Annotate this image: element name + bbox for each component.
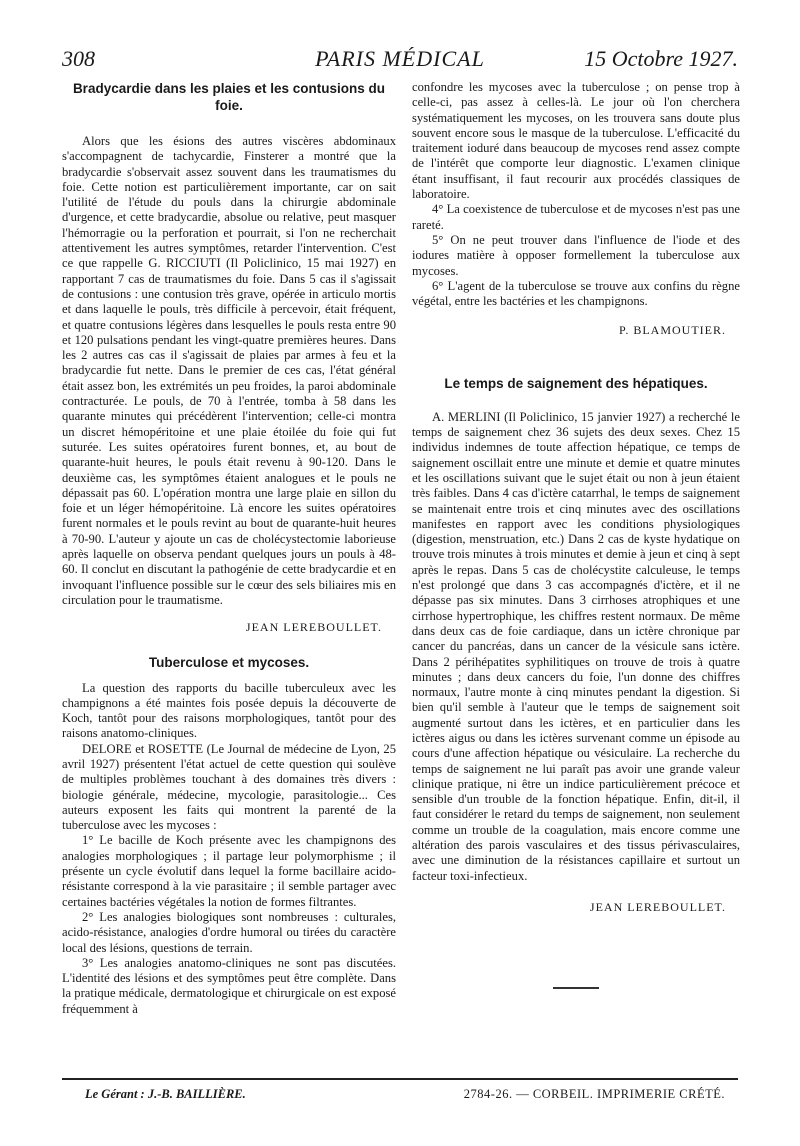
paragraph: 3° Les analogies anatomo-cliniques ne sont pas discutées. L'identité des lésions et des symptômes peut être complète. Dans la pratique médicale, dermatologique et chirurgicale on est exposé fréquemment à <box>62 955 396 1016</box>
article-title-saignement: Le temps de saignement des hépatiques. <box>444 375 708 391</box>
section-divider <box>553 987 599 989</box>
publisher-credit: Le Gérant : J.-B. BAILLIÈRE. <box>85 1087 246 1101</box>
paragraph: La question des rapports du bacille tuberculeux avec les champignons a été maintes fois posée depuis la découverte de Koch, tantôt pour des raisons morphologiques, tantôt pour des raisons anatomo-cliniques. <box>62 680 396 741</box>
paragraph: 5° On ne peut trouver dans l'influence de l'iode et des iodures matière à opposer formellement la tuberculose aux mycoses. <box>412 232 740 278</box>
page-number: 308 <box>62 46 95 71</box>
left-column <box>62 80 396 1017</box>
paragraph: 4° La coexistence de tuberculose et de mycoses n'est pas une rareté. <box>412 202 740 232</box>
printer-credit: 2784-26. — CORBEIL. IMPRIMERIE CRÉTÉ. <box>463 1087 725 1101</box>
footer-rule <box>62 1078 738 1080</box>
paragraph: 1° Le bacille de Koch présente avec les champignons des analogies morphologiques ; il partage leur polymorphisme ; il présente un cycle évolutif dans lequel la forme bacillaire acido-résistante correspond à la vie parasitaire ; il semble partager avec certaines bactéries végétales la notion de formes filtrantes. <box>62 833 396 909</box>
running-head <box>62 44 738 72</box>
journal-title: PARIS MÉDICAL <box>315 46 485 71</box>
footer <box>85 1087 725 1107</box>
signature: P. BLAMOUTIER. <box>618 323 726 338</box>
paragraph: 6° L'agent de la tuberculose se trouve aux confins du règne végétal, entre les bactéries et les champignons. <box>412 278 740 309</box>
issue-date: 15 Octobre 1927. <box>584 46 738 71</box>
article-title-bradycardie: Bradycardie dans les plaies et les contusions du foie. <box>72 81 386 113</box>
paragraph: DELORE et ROSETTE (Le Journal de médecine de Lyon, 25 avril 1927) présentent l'état actuel de cette question qui soulève de multiples problèmes touchant à des domaines très divers : biologie générale, médecine, mycologie, parasitologie... Ces auteurs exposent les faits qui montrent la parenté de la tuberculose avec les mycoses : <box>62 741 396 833</box>
right-column <box>412 80 740 989</box>
paragraph: A. MERLINI (Il Policlinico, 15 janvier 1927) a recherché le temps de saignement chez 36 sujets des deux sexes. Chez 15 individus indemnes de toute affection hépatique, ce temps de saignement oscillait entre une minute et demie et quatre minutes et les oscillations suivant que le sujet était ou non à jeun étaient très faibles. Dans 4 cas d'ictère catarrhal, le temps de saignement se maintenait entre trois et cinq minutes avec des oscillations manifestes en rapport avec les conditions physiologiques (digestion, menstruation, etc.) Dans 2 cas de kyste hydatique on trouve trois minutes à trois minutes et demie à jeun et cinq à sept après le repas. Dans 5 cas de cholécystite calculeuse, le temps n'est prolongé que dans 3 cas accompagnés d'ictère, et il ne dépasse pas six minutes. Dans 3 cirrhoses atrophiques et une cirrhose hypertrophique, les chiffres restent normaux. De même dans deux cas de foie cardiaque, dans un ictère chronique par cancer du pancréas, dans un cancer de la vésicule sans ictère. Dans 2 périhépatites syphilitiques on trouve de trois à quatre minutes ; dans deux cancers du foie, l'un donne des chiffres normaux, l'autre monte à cinq minutes pendant la digestion. Si bien qu'il semble à l'auteur que le temps de saignement soit augmenté surtout dans les ictères, et en particulier dans les ictères aigus ou dans les ictères survenant comme un épisode au cours d'une affection hépatique ou vésiculaire. La recherche du temps de saignement ne lui paraît pas avoir une grande valeur clinique pratique, ni être un indice particulièrement précoce et sensible d'un trouble de la fonction hépatique. Enfin, dit-il, il faut considérer le retard du temps de saignement, non seulement comme un trouble de la coagulation, mais encore comme une altération des parois vasculaires et des tissus périvasculaires, avec une diminution de la résistances capillaire et surtout un facteur toxi-infectieux. <box>412 409 740 883</box>
paragraph: Alors que les ésions des autres viscères abdominaux s'accompagnent de tachycardie, Finsterer a montré que la bradycardie s'observait assez souvent dans les traumatismes du foie. Cette notion est particulièrement importante, car on sait l'utilité de l'étude du pouls dans la chirurgie abdominale d'urgence, et cette bradycardie, absolue ou relative, peut masquer l'hémorragie ou la perforation et pourrait, si l'on ne recherchait attentivement les autres symptômes, retarder l'intervention. C'est ce que rappelle G. RICCIUTI (Il Policlinico, 15 mai 1927) en rapportant 7 cas de traumatismes du foie. Dans 5 cas il s'agissait de contusions : une contusion très grave, opérée in articulo mortis et dans laquelle le pouls, très difficile à percevoir, était fréquent, et quatre contusions légères dans lesquelles le pouls resta entre 90 et 120 pulsations pendant les vingt-quatre premières heures. Dans les 2 autres cas cas il s'agissait de plaies par armes à feu et la bradycardie fut nette. Dans le premier de ces cas, l'état général était assez bon, les extrémités un peu froides, la paroi abdominale contracturée. Le pouls, de 70 à l'entrée, tomba à 58 dans les quarante minutes qui précédèrent l'intervention; celle-ci montra un discret hémopéritoine et une plaie étoilée du foie qui fut suturée. Les suites opératoires furent bonnes, et, au bout de quarante-huit heures, le pouls était revenu à 90-120. Dans le deuxième cas, les symptômes étaient analogues et le pouls ne dépassait pas 60. L'opération montra une large plaie en sillon du foie et un léger hémopéritoine. Là encore les suites opératoires furent normales et le pouls revint au bout de quarante-huit heures à 70-90. L'auteur y ajoute un cas de cholécystectomie laborieuse après laquelle on observa pendant quelques jours un pouls à 48-60. Il conclut en discutant la pathogénie de cette bradycardie et en invoquant l'influence possible sur le cœur des sels biliaires mis en circulation pour le traumatisme. <box>62 134 396 607</box>
paragraph: 2° Les analogies biologiques sont nombreuses : culturales, acido-résistance, analogies d'ordre humoral ou tirées du caractère local des lésions, questions de terrain. <box>62 909 396 955</box>
article-title-tuberculose: Tuberculose et mycoses. <box>148 654 310 670</box>
signature: JEAN LEREBOULLET. <box>245 620 382 635</box>
paragraph: confondre les mycoses avec la tuberculose ; on pense trop à celle-ci, pas assez à celles-là. Le jour où l'on cherchera systématiquement les mycoses, on les trouvera sans doute plus souvent encore sous le masque de la tuberculose. L'efficacité du traitement ioduré dans beaucoup de mycoses rend assez compte de l'intérêt que comporte leur diagnostic. L'examen clinique étant insuffisant, il faut recourir aux procédés classiques de laboratoire. <box>412 80 740 202</box>
signature: JEAN LEREBOULLET. <box>589 899 726 914</box>
